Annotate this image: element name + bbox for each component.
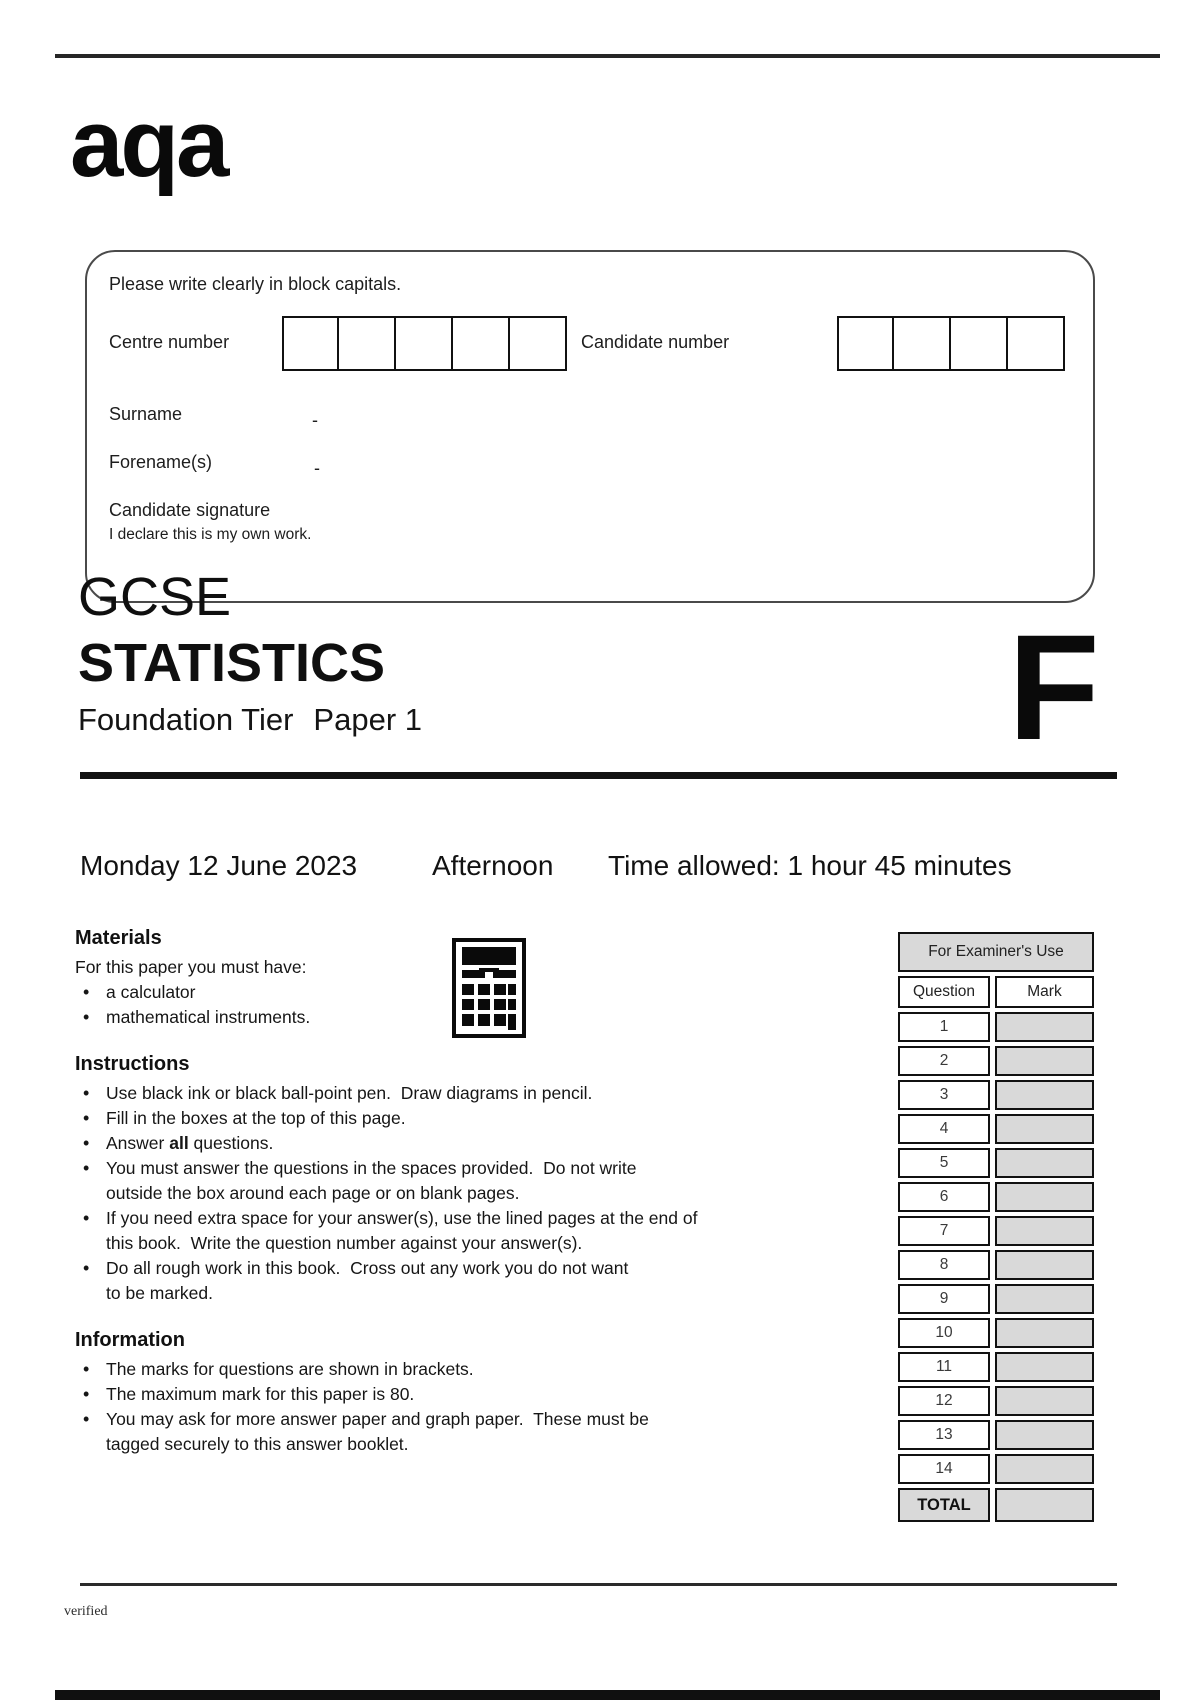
mark-cell [995,1216,1094,1246]
mark-cell [995,1454,1094,1484]
question-number-cell: 5 [898,1148,990,1178]
total-mark-cell [995,1488,1094,1522]
examiner-row [898,1386,1094,1416]
question-number-cell: 11 [898,1352,990,1382]
time-allowed: Time allowed: 1 hour 45 minutes [608,850,1012,881]
centre-number-cell [282,316,339,371]
session-line [0,850,1200,890]
candidate-number-cell [1008,316,1065,371]
question-number-cell: 12 [898,1386,990,1416]
materials-item: • mathematical instruments. [75,1005,865,1030]
question-number-cell: 9 [898,1284,990,1314]
instruction-item: • Do all rough work in this book. Cross out any work you do not want to be marked. [75,1256,865,1306]
examiner-row [898,1114,1094,1144]
question-number-cell: 8 [898,1250,990,1280]
instruction-item: • Answer all questions. [75,1131,865,1156]
examiner-row [898,1216,1094,1246]
candidate-number-cell [951,316,1008,371]
tier-label: Foundation Tier [78,702,294,737]
surname-entry-mark: - [312,410,318,430]
bottom-bar [55,1690,1160,1700]
information-heading: Information [75,1329,185,1351]
mark-cell [995,1318,1094,1348]
instruction-item: • Fill in the boxes at the top of this page. [75,1106,865,1131]
question-number-cell: 1 [898,1012,990,1042]
centre-number-cell [396,316,453,371]
question-number-cell: 7 [898,1216,990,1246]
mark-cell [995,1148,1094,1178]
instructions-heading: Instructions [75,1053,190,1075]
aqa-logo: aqa [70,90,227,197]
examiner-row [898,1182,1094,1212]
centre-number-cell [339,316,396,371]
mark-cell [995,1080,1094,1110]
mark-cell [995,1114,1094,1144]
question-number-cell: 10 [898,1318,990,1348]
question-number-cell: 6 [898,1182,990,1212]
total-row [898,1488,1094,1522]
question-number-cell: 14 [898,1454,990,1484]
materials-intro: For this paper you must have: [75,957,307,977]
calculator-icon [452,938,526,1043]
candidate-number-cell [837,316,894,371]
mark-cell [995,1352,1094,1382]
qualification-title: GCSE [78,567,232,627]
tier-paper-line [78,702,422,738]
candidate-details-box [85,250,1095,603]
centre-number-label: Centre number [109,332,230,352]
subject-title: STATISTICS [78,633,385,693]
examiner-row [898,1148,1094,1178]
question-number-cell: 13 [898,1420,990,1450]
information-item: • You may ask for more answer paper and graph paper. These must be tagged securely to this answer booklet. [75,1407,865,1457]
question-number-cell: 3 [898,1080,990,1110]
mark-cell [995,1046,1094,1076]
instruction-item: • You must answer the questions in the spaces provided. Do not write outside the box around each page or on blank pages. [75,1156,865,1206]
paper-label: Paper 1 [313,702,422,737]
surname-label: Surname [109,404,183,424]
exam-date: Monday 12 June 2023 [80,850,358,881]
candidate-signature-label: Candidate signature [109,500,271,520]
total-label: TOTAL [898,1488,990,1522]
examiner-table-title: For Examiner's Use [898,932,1094,972]
mark-cell [995,1284,1094,1314]
question-column-header: Question [898,976,990,1008]
mark-cell [995,1420,1094,1450]
examiner-row [898,1318,1094,1348]
top-rule [55,54,1160,58]
information-list [75,1357,865,1457]
block-capitals-instruction: Please write clearly in block capitals. [109,274,402,294]
candidate-number-cell [894,316,951,371]
forename-entry-mark: - [314,458,320,478]
mark-column-header: Mark [995,976,1094,1008]
verified-watermark: verified [64,1604,108,1619]
tier-letter: F [1008,603,1100,771]
information-item: • The maximum mark for this paper is 80. [75,1382,865,1407]
instruction-item: • Use black ink or black ball-point pen. Draw diagrams in pencil. [75,1081,865,1106]
examiner-row [898,1012,1094,1042]
question-number-cell: 2 [898,1046,990,1076]
information-item: • The marks for questions are shown in brackets. [75,1357,865,1382]
instructions-list [75,1081,865,1306]
examiner-row [898,1080,1094,1110]
materials-item: • a calculator [75,980,865,1005]
mark-cell [995,1386,1094,1416]
footer-rule [80,1583,1117,1586]
centre-number-cell [453,316,510,371]
examiner-row [898,1420,1094,1450]
examiner-row [898,1352,1094,1382]
instruction-item: • If you need extra space for your answer(s), use the lined pages at the end of this book. Write the question number against your answer(s). [75,1206,865,1256]
examiner-row [898,1454,1094,1484]
candidate-number-label: Candidate number [581,332,730,352]
mark-cell [995,1250,1094,1280]
exam-daypart: Afternoon [432,850,554,881]
declaration-text: I declare this is my own work. [109,526,312,543]
candidate-number-cells [837,316,1065,371]
forename-label: Forename(s) [109,452,213,472]
examiner-row [898,1284,1094,1314]
mark-cell [995,1182,1094,1212]
materials-heading: Materials [75,927,162,949]
centre-number-cells [282,316,567,371]
question-number-cell: 4 [898,1114,990,1144]
title-rule [80,772,1117,779]
examiner-row [898,1046,1094,1076]
examiner-row [898,1250,1094,1280]
centre-number-cell [510,316,567,371]
examiner-use-table [893,928,1099,1526]
mark-cell [995,1012,1094,1042]
